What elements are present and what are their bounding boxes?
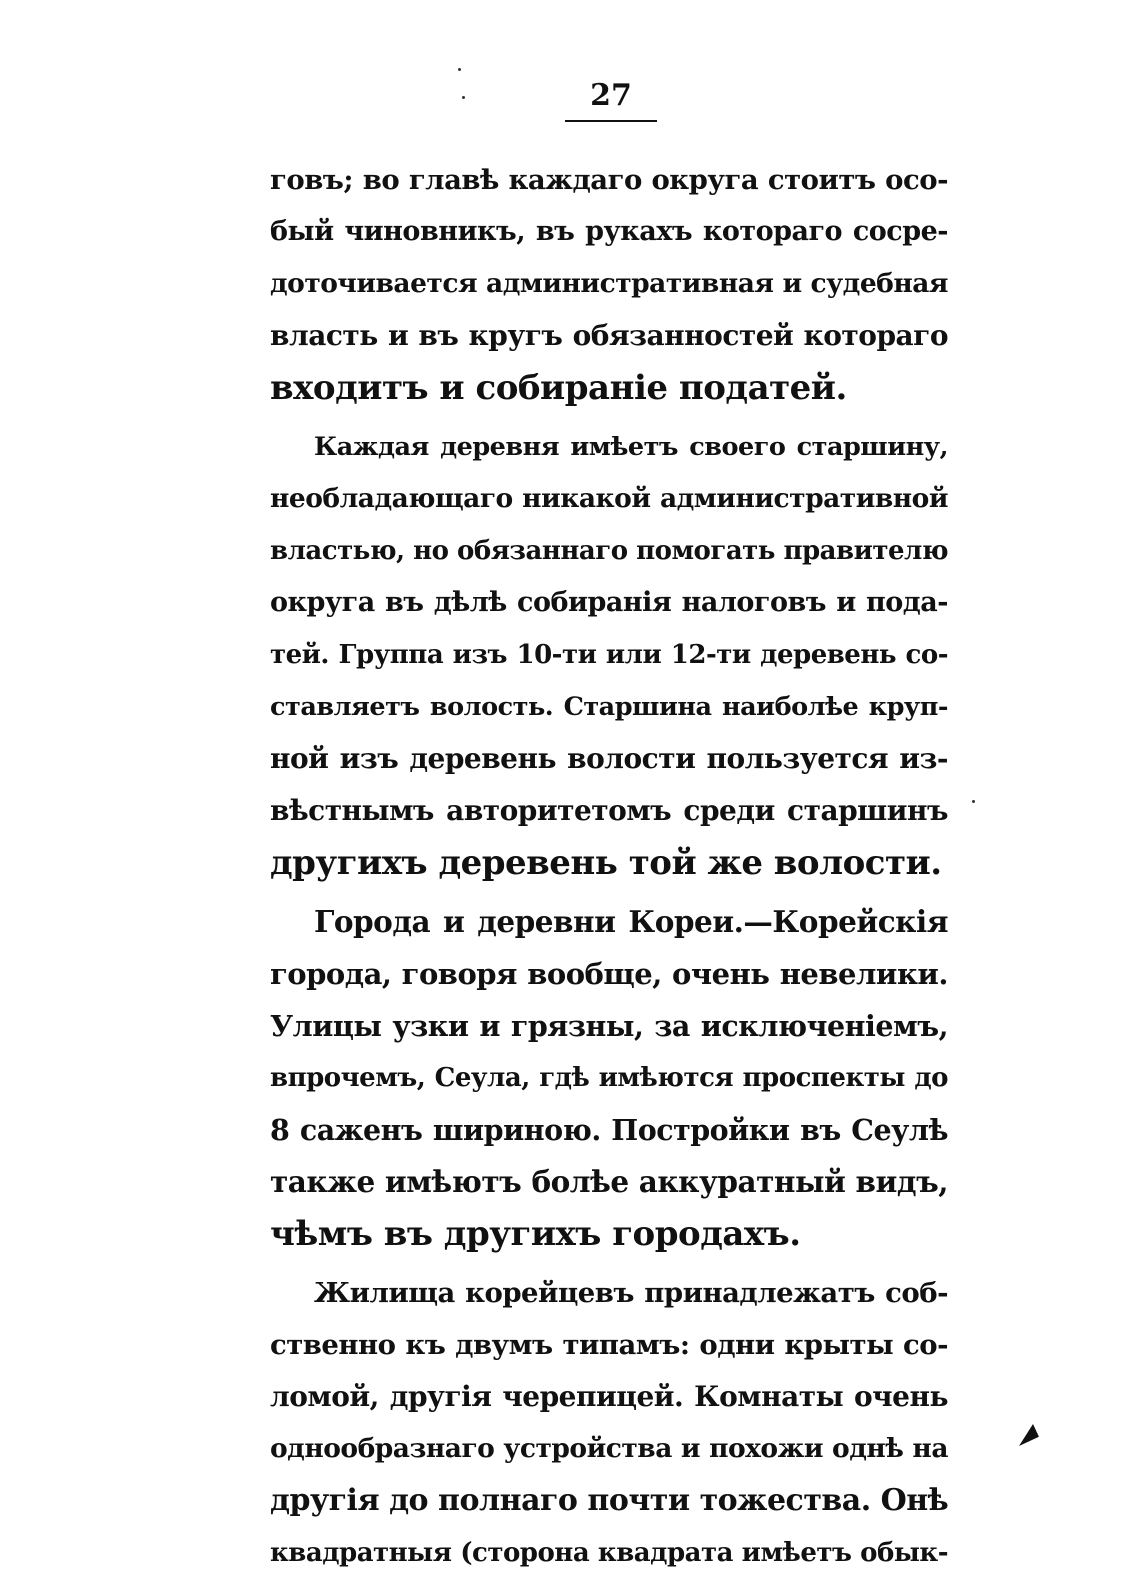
text-line: ставляетъ волость. Старшина наиболѣе круп- [270,692,948,722]
paragraph-2 [270,421,948,889]
text-line: ной изъ деревень волости пользуется из- [270,742,948,775]
text-line: города, говоря вообще, очень невелики. [270,957,948,991]
text-line: Города и деревни Кореи.—Корейскія [314,904,948,939]
ink-blot [1013,1424,1039,1446]
print-speck [972,800,975,803]
text-line: необладающаго никакой административной [270,483,948,514]
print-speck [462,96,465,99]
text-line: бый чиновникъ, въ рукахъ котораго сосре- [270,216,948,247]
text-line: Жилища корейцевъ принадлежатъ соб- [314,1277,948,1309]
paragraph-4 [270,1267,948,1579]
paragraph-gap [270,889,948,896]
text-line: входитъ и собираніе податей. [270,368,847,408]
text-line: Улицы узки и грязны, за исключеніемъ, [270,1009,948,1043]
paragraph-gap [270,1260,948,1267]
text-line: квадратныя (сторона квадрата имѣетъ обык- [270,1538,948,1568]
text-line: ственно къ двумъ типамъ: одни крыты со- [270,1329,948,1361]
text-line: Каждая деревня имѣетъ своего старшину, [314,432,948,462]
paragraph-3 [270,896,948,1260]
text-line: вѣстнымъ авторитетомъ среди старшинъ [270,794,948,827]
text-line: впрочемъ, Сеула, гдѣ имѣются проспекты до [270,1063,948,1093]
page-number: 27 [590,78,632,113]
text-line: также имѣютъ болѣе аккуратный видъ, [270,1164,948,1199]
text-line: чѣмъ въ другихъ городахъ. [270,1214,801,1254]
text-line: власть и въ кругъ обязанностей котораго [270,319,948,352]
text-line: округа въ дѣлѣ собиранія налоговъ и пода- [270,587,948,618]
text-line: властью, но обязаннаго помогать правителю [270,536,949,566]
text-line: ломой, другія черепицей. Комнаты очень [270,1380,948,1413]
text-line: однообразнаго устройства и похожи однѣ на [270,1433,948,1464]
text-line: другія до полнаго почти тожества. Онѣ [270,1483,949,1518]
text-line: говъ; во главѣ каждаго округа стоитъ осо- [270,164,948,196]
paragraph-gap [270,414,948,421]
text-line: 8 саженъ шириною. Постройки въ Сеулѣ [270,1113,948,1147]
text-line: другихъ деревень той же волости. [270,843,942,883]
page-number-rule [565,120,657,122]
print-speck [458,68,461,71]
paragraph-1 [270,154,948,414]
text-line: тей. Группа изъ 10-ти или 12-ти деревень со- [270,640,948,670]
text-line: доточивается административная и судебная [270,268,948,299]
body-text [270,154,948,1579]
